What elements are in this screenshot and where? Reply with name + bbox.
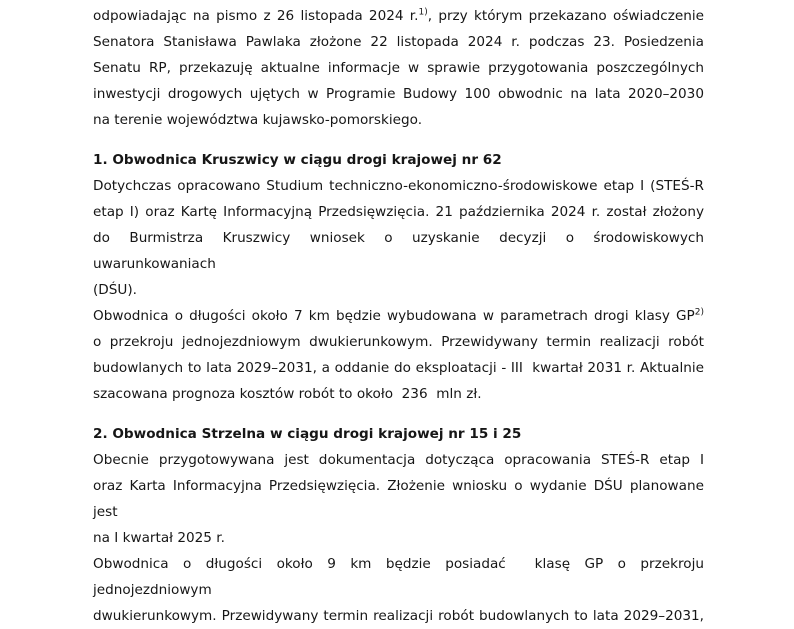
footnote-reference: 2): [694, 307, 704, 318]
section-2-heading: 2. Obwodnica Strzelna w ciągu drogi krajowej nr 15 i 25: [93, 426, 522, 442]
intro-paragraph: [93, 3, 704, 133]
text-line: Obecnie przygotowywana jest dokumentacja dotycząca opracowania STEŚ-R etap I: [93, 452, 704, 468]
text-line: etap I) oraz Kartę Informacyjną Przedsięwzięcia. 21 października 2024 r. został złożony: [93, 204, 704, 220]
text-line: oraz Karta Informacyjna Przedsięwzięcia. Złożenie wniosku o wydanie DŚU planowane jest: [93, 478, 709, 520]
text-line: dwukierunkowym. Przewidywany termin realizacji robót budowlanych to lata 2029–2031,: [93, 608, 704, 624]
text-line: na terenie województwa kujawsko-pomorskiego.: [93, 112, 423, 128]
text-line: szacowana prognoza kosztów robót to około 236 mln zł.: [93, 386, 482, 402]
text-line: Senatu RP, przekazuję aktualne informacje w sprawie przygotowania poszczególnych: [93, 60, 704, 76]
text-line: Obwodnica o długości około 9 km będzie posiadać klasę GP o przekroju jednojezdniowym: [93, 556, 709, 598]
text-line: Dotychczas opracowano Studium techniczno-ekonomiczno-środowiskowe etap I (STEŚ-R: [93, 178, 704, 194]
text-line: odpowiadając na pismo z 26 listopada 2024 r.$^{1)}$, przy którym przekazano oświadczenie: [93, 7, 704, 24]
section-1-heading: 1. Obwodnica Kruszwicy w ciągu drogi krajowej nr 62: [93, 152, 502, 168]
text-line: (DŚU).: [93, 282, 137, 298]
section-2-paragraph-1: [93, 447, 709, 551]
section-2-paragraph-2: [93, 551, 709, 629]
text-line: Senatora Stanisława Pawlaka złożone 22 listopada 2024 r. podczas 23. Posiedzenia: [93, 34, 704, 50]
text-line: budowlanych to lata 2029–2031, a oddanie do eksploatacji - III kwartał 2031 r. Aktualnie: [93, 360, 704, 376]
text-line: do Burmistrza Kruszwicy wniosek o uzyskanie decyzji o środowiskowych uwarunkowaniach: [93, 230, 709, 272]
section-1-paragraph-2: [93, 303, 704, 407]
text-line: inwestycji drogowych ujętych w Programie Budowy 100 obwodnic na lata 2020–2030: [93, 86, 704, 102]
text-line: na I kwartał 2025 r.: [93, 530, 225, 546]
footnote-reference: 1): [418, 7, 428, 18]
text-line: o przekroju jednojezdniowym dwukierunkowym. Przewidywany termin realizacji robót: [93, 334, 704, 350]
text-line: Obwodnica o długości około 7 km będzie wybudowana w parametrach drogi klasy GP$^{2)}$: [93, 307, 704, 324]
section-1-paragraph-1: [93, 173, 709, 303]
